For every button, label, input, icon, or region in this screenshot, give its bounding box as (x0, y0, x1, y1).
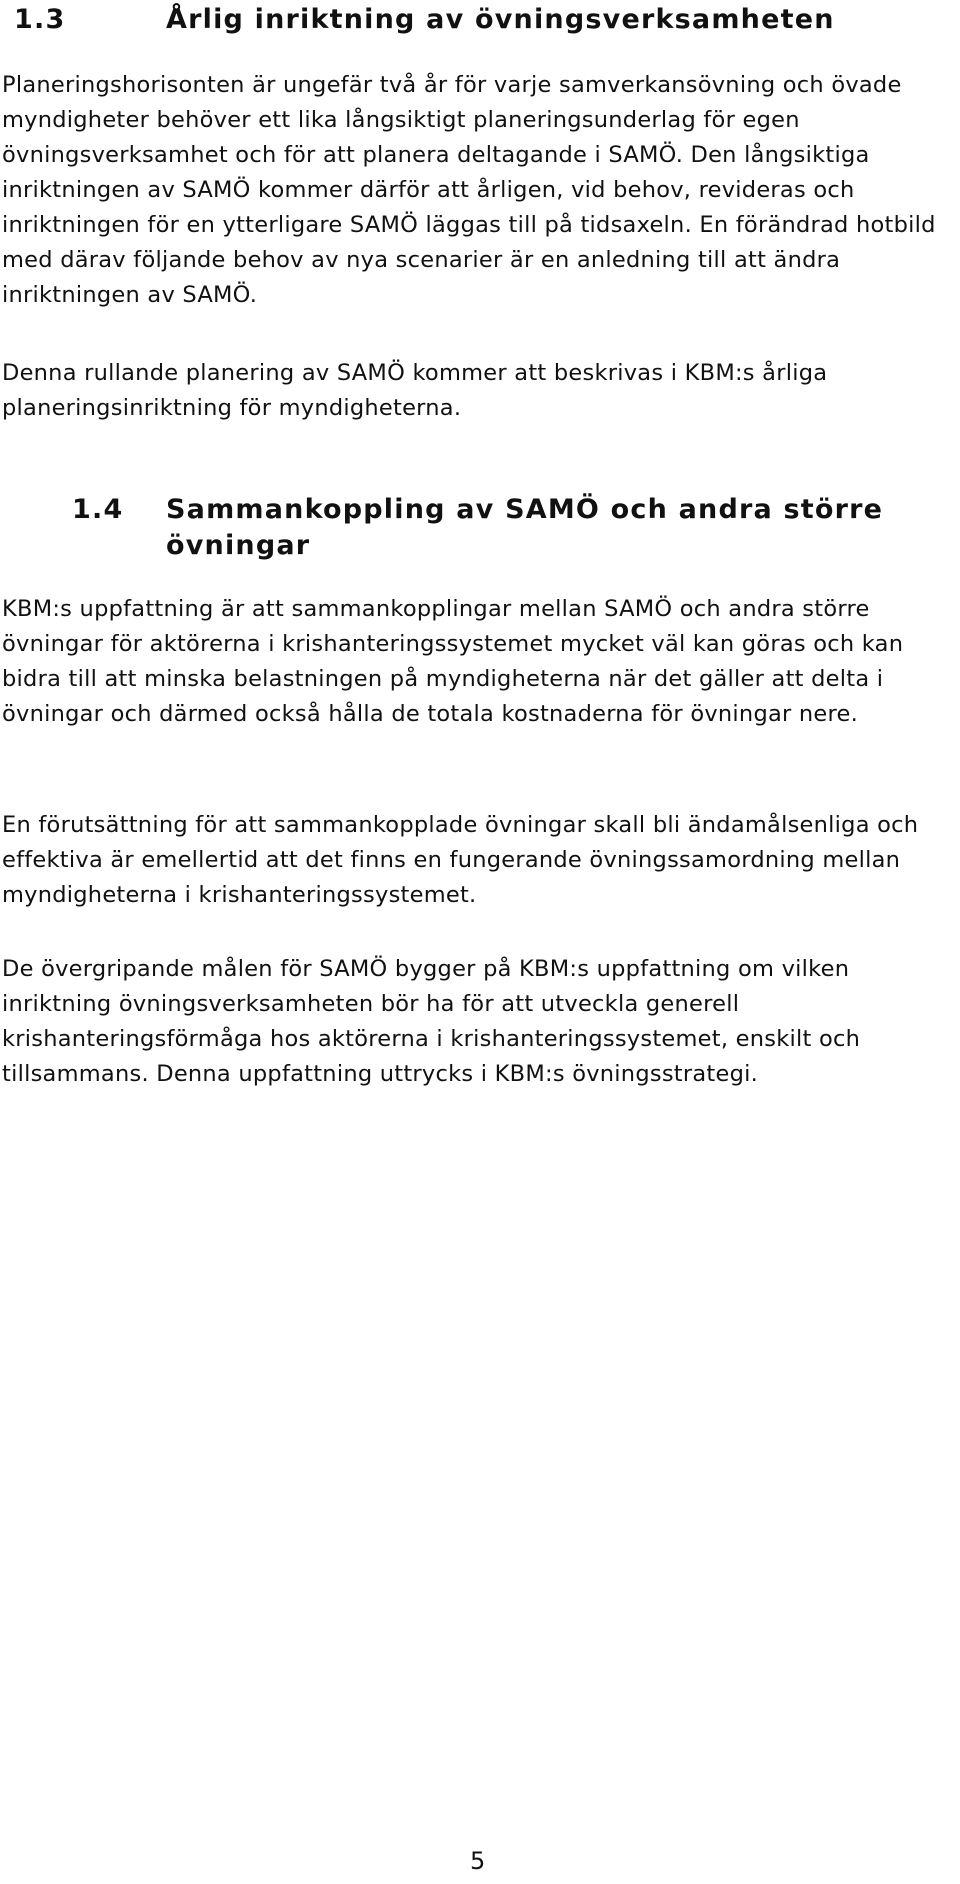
body-paragraph: Planeringshorisonten är ungefär två år för varje samverkansövning och övade myndigheter behöver ett lika långsiktigt planeringsunderlag för egen övningsverksamhet och för att planera deltagande i SAMÖ. Den långsiktiga inriktningen av SAMÖ kommer därför att årligen, vid behov, revideras och inriktningen för en ytterligare SAMÖ läggas till på tidsaxeln. En förändrad hotbild med därav följande behov av nya scenarier är en anledning till att ändra inriktningen av SAMÖ. (2, 72, 936, 308)
section-heading (72, 492, 942, 564)
section-heading (14, 2, 944, 38)
page-number: 5 (470, 1847, 486, 1875)
body-paragraph: En förutsättning för att sammankopplade övningar skall bli ändamålsenliga och effektiva är emellertid att det finns en fungerande övningssamordning mellan myndigheterna i krishanteringssystemet. (2, 812, 919, 908)
section-title: Sammankoppling av SAMÖ och andra större övningar (166, 494, 884, 561)
section-title: Årlig inriktning av övningsverksamheten (166, 4, 835, 35)
section-number: 1.3 (14, 4, 66, 35)
body-paragraph: De övergripande målen för SAMÖ bygger på KBM:s uppfattning om vilken inriktning övningsverksamheten bör ha för att utveckla generell krishanteringsförmåga hos aktörerna i krishanteringssystemet, enskilt och tillsammans. Denna uppfattning uttrycks i KBM:s övningsstrategi. (2, 956, 861, 1087)
body-paragraph: KBM:s uppfattning är att sammankopplingar mellan SAMÖ och andra större övningar för aktörerna i krishanteringssystemet mycket väl kan göras och kan bidra till att minska belastningen på myndigheterna när det gäller att delta i övningar och därmed också hålla de totala kostnaderna för övningar nere. (2, 596, 904, 727)
body-paragraph: Denna rullande planering av SAMÖ kommer att beskrivas i KBM:s årliga planeringsinriktning för myndigheterna. (2, 360, 828, 421)
section-number: 1.4 (72, 494, 124, 525)
